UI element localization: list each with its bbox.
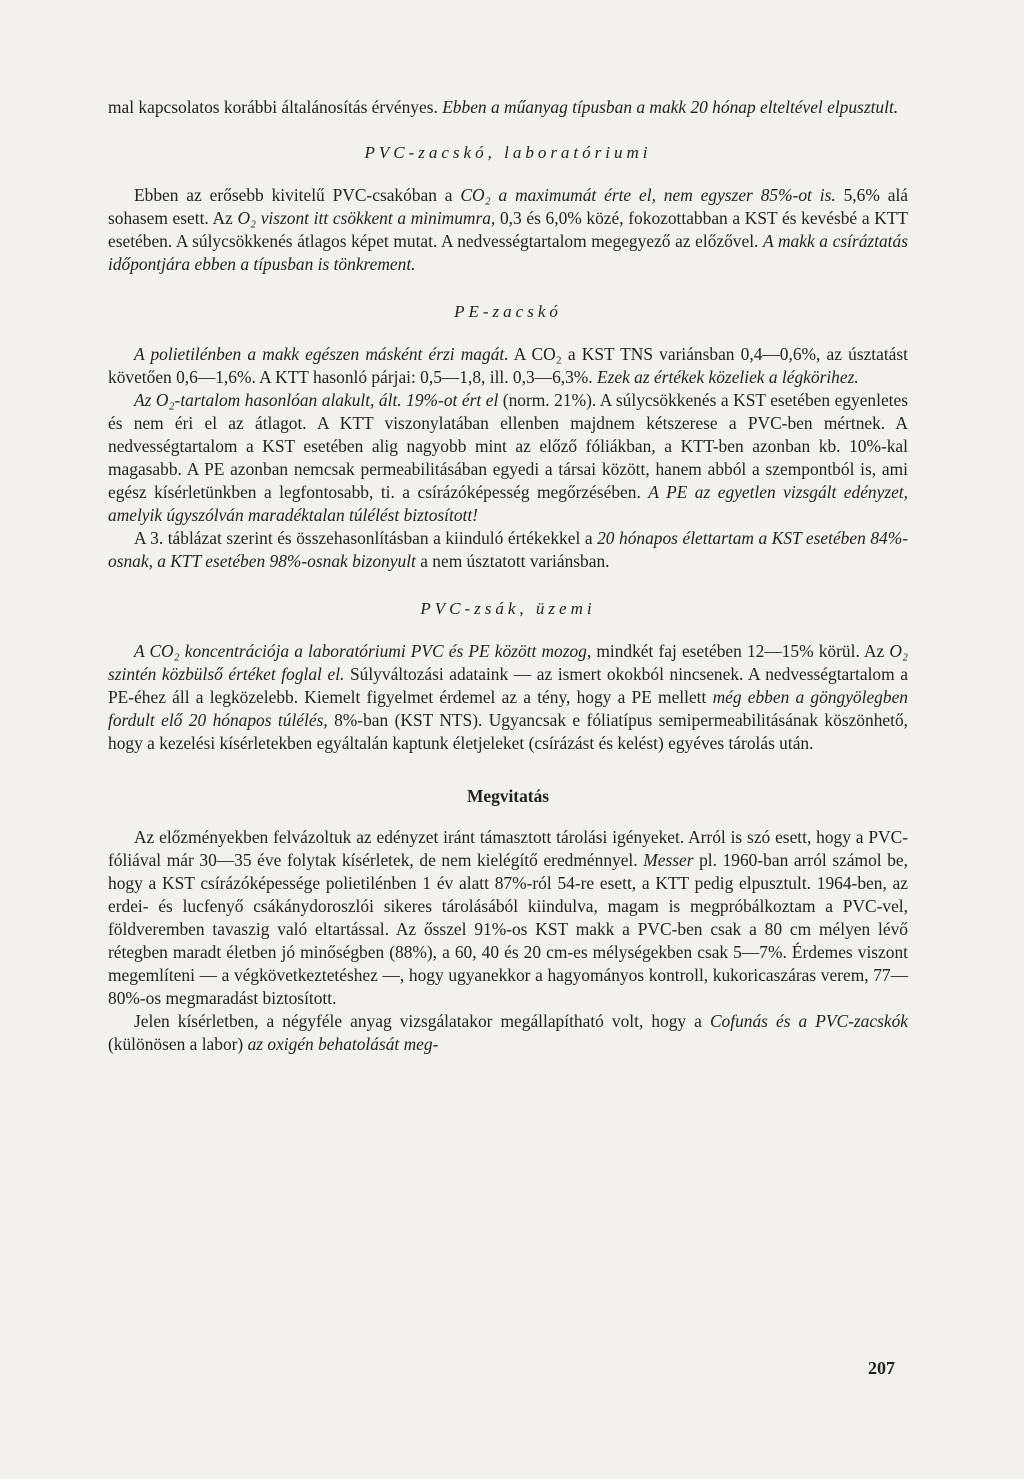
text-run: A 3. táblázat szerint és összehasonlításban a kiinduló értékekkel a [134, 528, 598, 548]
text-run: Ebben az erősebb kivitelű PVC-csakóban a [134, 185, 461, 205]
paragraph-pe-intro [108, 343, 908, 389]
paragraph-discussion-end [108, 1010, 908, 1056]
text-run: a nem úsztatott variánsban. [415, 551, 610, 571]
italic-text: A PE az egyetlen vizsgált edényzet, amelyik úgyszólván maradéktalan túlélést biztosított! [108, 482, 908, 525]
paragraph-continuation [108, 96, 908, 119]
italic-text: 20 hónapos élettartam a KST esetében 84%-osnak, a KTT esetében 98%-osnak bizonyult [108, 528, 908, 571]
italic-text: A makk a csíráztatás időpontjára ebben a típusban is tönkrement. [108, 231, 908, 274]
italic-text: O₂ viszont itt csökkent a minimumra, [237, 208, 496, 228]
text-run: Súlyváltozási adataink — az ismert okokból nincsenek. A nedvességtartalom a PE-éhez áll a legközelebb. Kiemelt figyelmet érdemel az a tény, hogy a PE mellett [108, 664, 908, 707]
text-run: 5,6% alá sohasem esett. Az [108, 185, 908, 228]
section-title-discussion: Megvitatás [466, 786, 550, 806]
document-page [108, 96, 908, 1056]
text-run: mindkét faj esetében 12—15% körül. Az [591, 641, 890, 661]
italic-text: Cofunás és a PVC-zacskók [709, 1011, 908, 1031]
paragraph-pe-oxygen [108, 389, 908, 527]
text-run: 0,3 és 6,0% közé, fokozottabban a KST és kevésbé a KTT esetében. A súlycsökkenés átlagos képet mutat. A nedvességtartalom megegyező az előzővel. [108, 208, 909, 251]
page-number: 207 [868, 1358, 895, 1378]
italic-text: még ebben a göngyölegben fordult elő 20 hónapos túlélés, [108, 687, 908, 730]
italic-text: az oxigén behatolását meg- [247, 1034, 439, 1054]
text-run: pl. 1960-ban arról számol be, hogy a KST csírázóképessége polietilénben 1 év alatt 87%-ról 54-re esett, a KTT pedig elpusztult. 1964-ben, az erdei- és lucfenyő csákánydoroszlói sikeres tárolásából kiindulva, magam is megpróbálkoztam a PVC-vel, földveremben tavaszig való eltartással. Az ősszel 91%-os KST makk a PVC-ben csak a 80 cm mélyen lévő rétegben maradt életben jó minőségben (88%), a 60, 40 és 20 cm-es mélységekben csak 5—7%. Érdemes viszont megemlíteni — a végkövetkeztetéshez —, hogy ugyanekkor a hagyományos kontroll, kukoricaszáras verem, 77—80%-os megmaradást biztosított. [108, 850, 908, 1008]
subheading-pvc-sack: PVC-zsák, üzemi [420, 599, 596, 618]
paragraph-pvc-sack [108, 640, 908, 755]
paragraph-pvc-laboratory [108, 184, 908, 276]
italic-text: Ezek az értékek közeliek a légkörihez. [596, 367, 859, 387]
text-run: Az előzményekben felvázoltuk az edényzet iránt támasztott tárolási igényeket. Arról is szó esett, hogy a PVC-fóliával már 30—35 éve folytak kísérletek, de nem kielégítő eredménnyel. [108, 827, 908, 870]
text-run: 8%-ban (KST NTS). Ugyancsak e fóliatípus semipermeabilitásának köszönhető, hogy a kezelési kísérletekben egyáltalán kaptunk életjeleket (csírázást és kelést) egyéves tárolás után. [108, 710, 908, 753]
italic-text: Ebben a műanyag típusban a makk 20 hónap elteltével elpusztult. [442, 97, 899, 117]
subheading-pe-bag: PE-zacskó [454, 302, 562, 321]
text-run: Jelen kísérletben, a négyféle anyag vizsgálatakor megállapítható volt, hogy a [134, 1011, 710, 1031]
paragraph-discussion [108, 826, 908, 1010]
italic-text: A CO₂ koncentrációja a laboratóriumi PVC és PE között mozog, [134, 641, 592, 661]
text-run: A CO₂ a KST TNS variánsban 0,4—0,6%, az úsztatást követően 0,6—1,6%. A KTT hasonló párjai: 0,5—1,8, ill. 0,3—6,3%. [108, 344, 909, 387]
italic-text: Messer [643, 850, 694, 870]
text-run: (különösen a labor) [108, 1034, 248, 1054]
italic-text: O₂ szintén közbülső értéket foglal el. [108, 641, 908, 684]
subheading-pvc-laboratory: PVC-zacskó, laboratóriumi [364, 143, 652, 162]
text-run: (norm. 21%). A súlycsökkenés a KST esetében egyenletes és nem éri el az átlagot. A KTT viszonylatában ellenben majdnem kétszerese a PVC-ben mértnek. A nedvességtartalom a KST esetében alig nagyobb mint az előző fóliákban, a KTT-ben azonban kb. 10%-kal magasabb. A PE azonban nemcsak permeabilitásában egyedi a társai között, hanem abból a szempontból is, ami egész kísérletünkben a legfontosabb, ti. a csírázóképesség megőrzésében. [108, 390, 908, 502]
italic-text: Az O₂-tartalom hasonlóan alakult, ált. 19%-ot ért el [134, 390, 499, 410]
italic-text: A polietilénben a makk egészen másként érzi magát. [134, 344, 509, 364]
italic-text: CO₂ a maximumát érte el, nem egyszer 85%-ot is. [460, 185, 836, 205]
text-run: mal kapcsolatos korábbi általánosítás érvényes. [108, 97, 443, 117]
paragraph-pe-table [108, 527, 908, 573]
